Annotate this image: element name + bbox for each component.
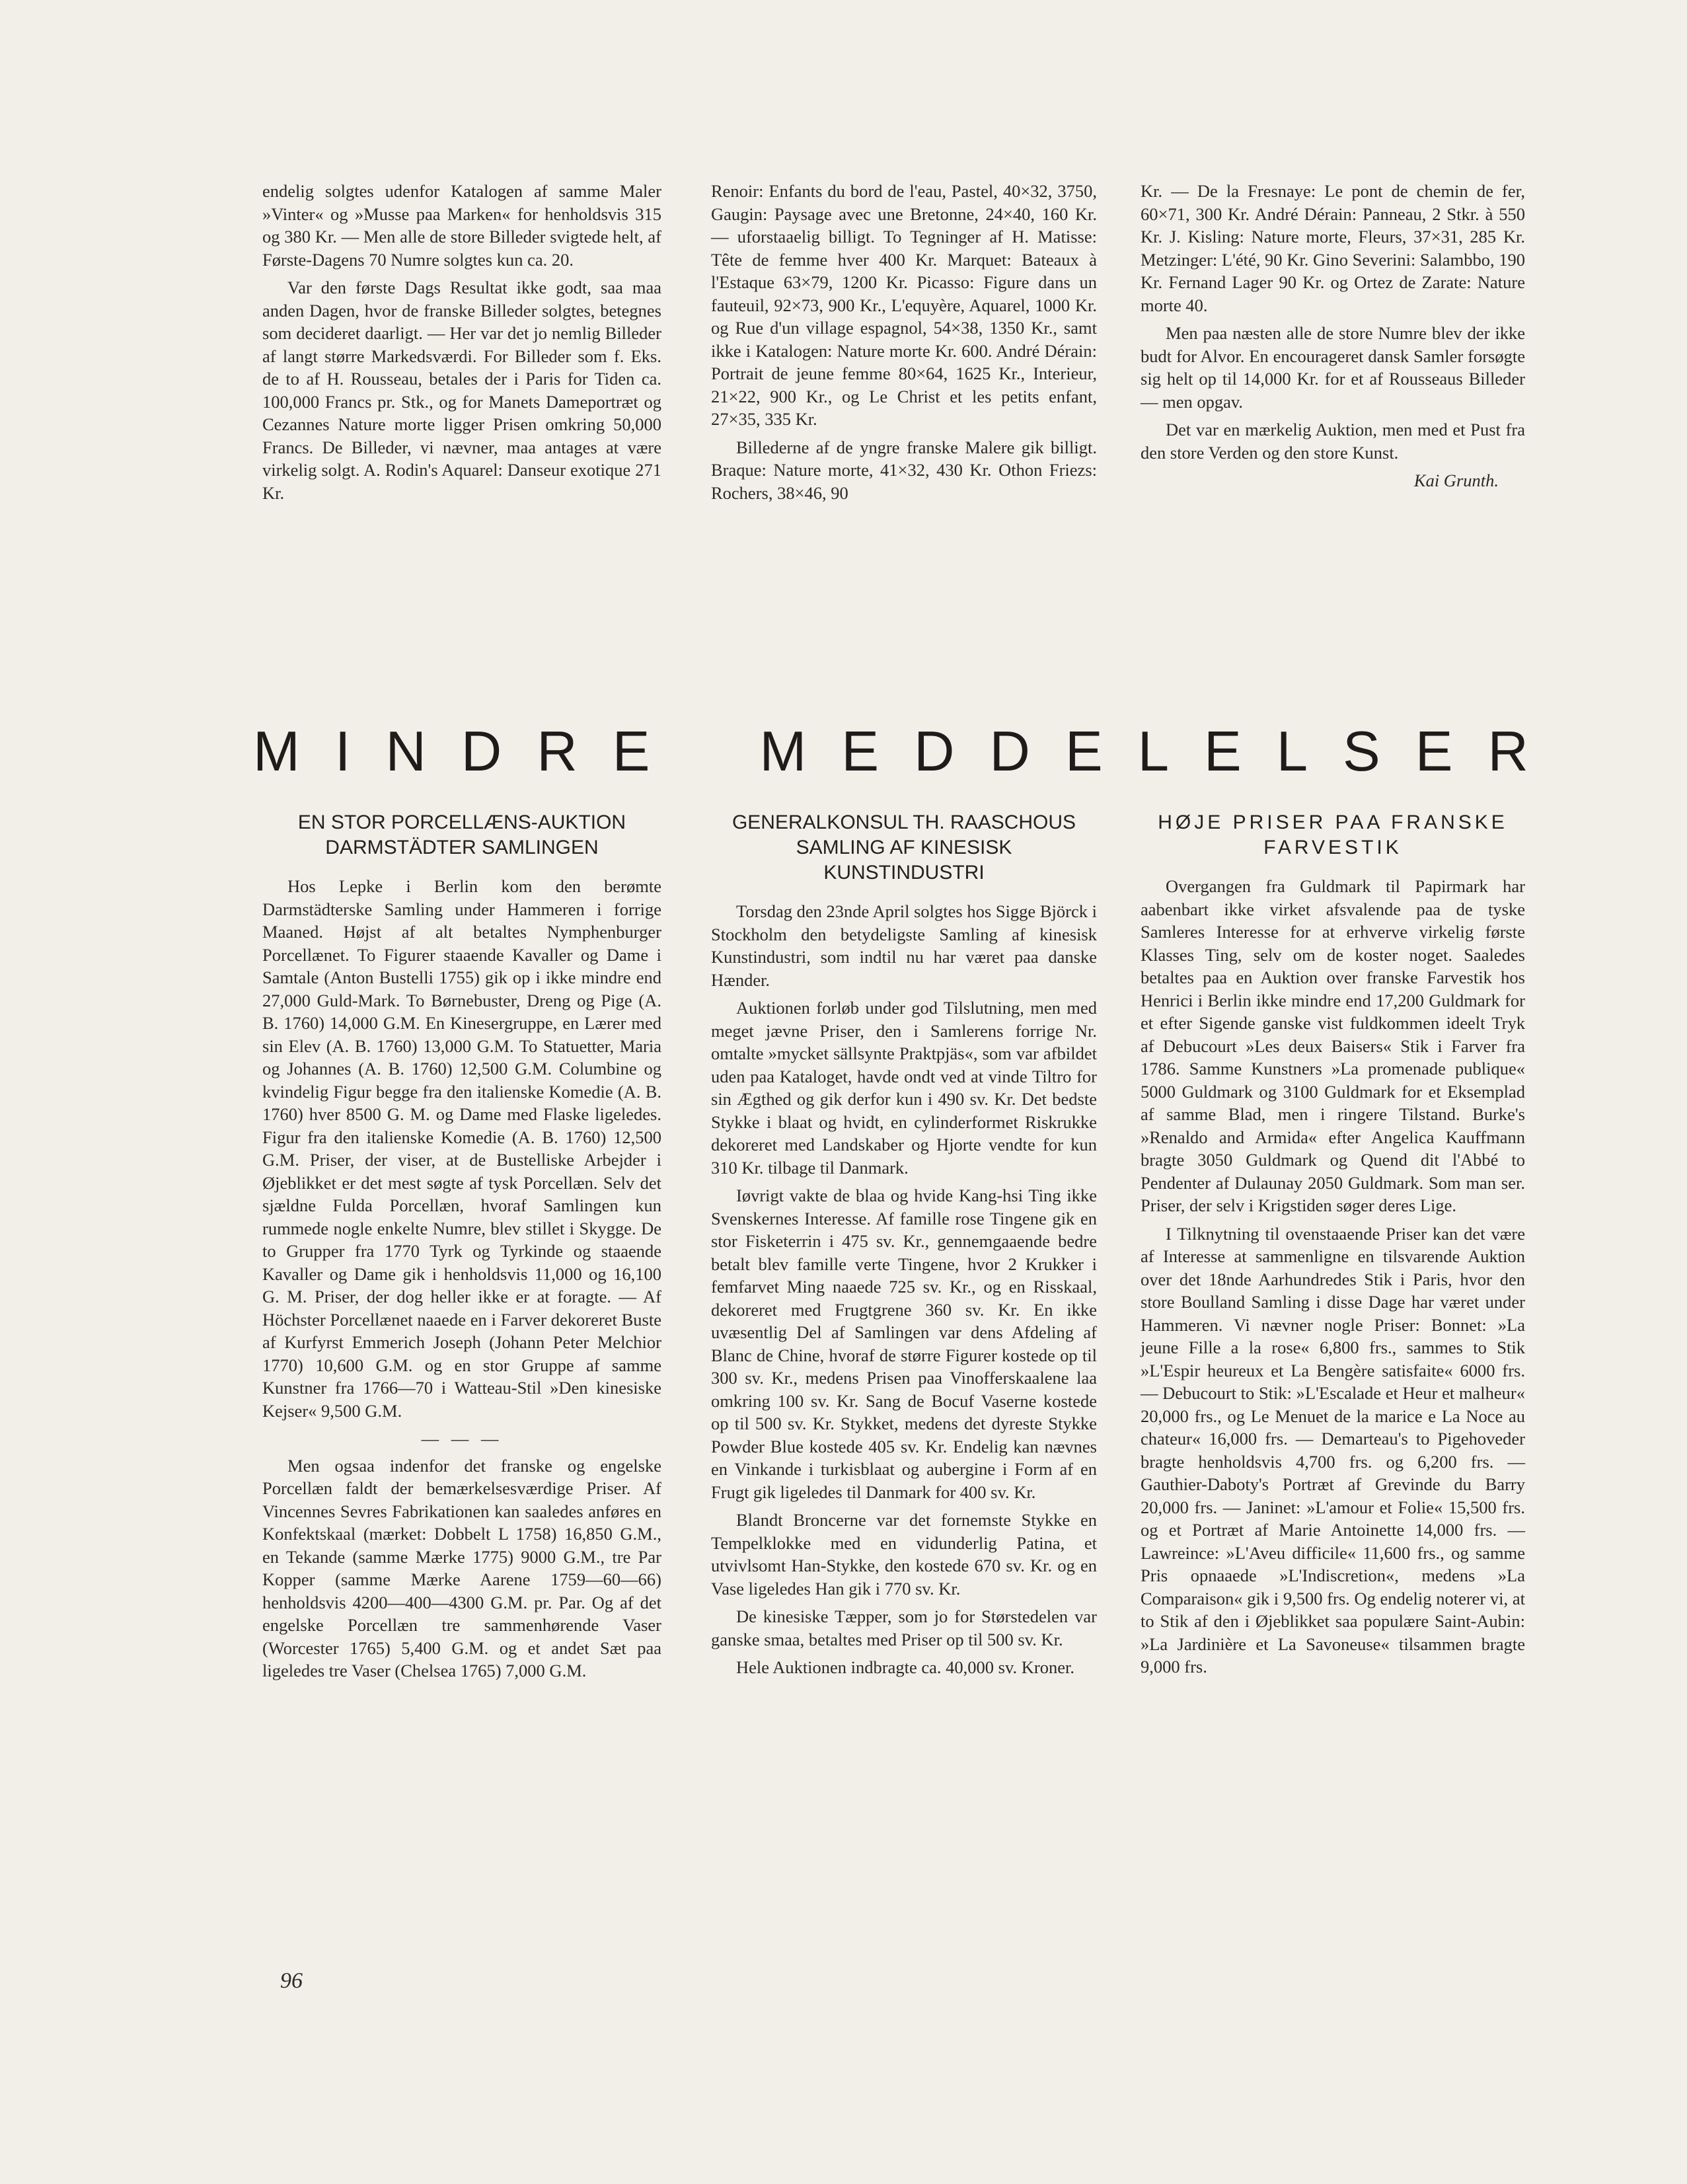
heading-letter: S [1343,720,1380,783]
paragraph: Var den første Dags Resultat ikke godt, saa maa anden Dagen, hvor de franske Billeder solgtes, betegnes som decideret daarligt. — Her var det jo nemlig Billeder af langt større Markedsværdi. For Billeder som f. Eks. de to af H. Rousseau, betales der i Paris for Tiden ca. 100,000 Francs pr. Stk., og for Manets Dameportræt og Cezannes Nature morte ligger Prisen omkring 50,000 Francs. De Billeder, vi nævner, maa antages at være virkelig solgt. A. Rodin's Aquarel: Danseur exotique 271 Kr. [262,278,661,503]
paragraph: Men paa næsten alle de store Numre blev der ikke budt for Alvor. En encourageret dansk Samler forsøgte sig helt op til 14,000 Kr. for et af Rousseaus Billeder — men opgav. [1141,323,1525,412]
paragraph: Overgangen fra Guldmark til Papirmark har aabenbart ikke virket afsvalende paa de tyske Samleres Interesse for at erhverve virkelig første Klasses Ting, selv om de koster noget. Saaledes betaltes paa en Auktion over franske Farvestik hos Henrici i Berlin ikke mindre end 17,200 Guldmark for et efter Sigende ganske vist fuldkommen ideelt Tryk af Debucourt »Les deux Baisers« Stik i Farver fra 1786. Samme Kunstners »La promenade publique« 5000 Guldmark og 3100 Guldmark for et Eksemplad af samme Blad, men i ringere Tilstand. Burke's »Renaldo and Armida« efter Angelica Kauffmann bragte 3050 Guldmark og Quend dit l'Abbé to Pendenter af Dulaunay 2050 Guldmark. Som man ser. Priser, der selv i Krigstiden søger deres Lige. [1141,876,1525,1215]
article-title-line: FARVESTIK [1263,837,1402,858]
heading-letter: E [1204,720,1242,783]
paragraph: I Tilknytning til ovenstaaende Priser kan det være af Interesse at sammenligne en tilsvarende Auktion over det 18nde Aarhundredes Stik i Paris, hvor den store Boulland Samling i disse Dage har været under Hammeren. Vi nævner nogle Priser: Bonnet: »La jeune Fille a la rose« 6,800 frs., sammes to Stik »L'Espir heureux et La Bengère satisfaite« 6000 frs. — Debucourt to Stik: »L'Escalade et Heur et malheur« 20,000 frs., og Le Menuet de la marice e La Noce au chateur« 16,000 frs. — Demarteau's to Pigehoveder bragte henholdsvis 4,700 frs. og 6,200 frs. — Gauthier-Daboty's Portræt af Grevinde du Barry 20,000 frs. — Janinet: »L'amour et Folie« 15,500 frs. og et Portræt af Marie Antoinette 14,000 frs. — Lawreince: »L'Aveu difficile« 11,600 frs., og samme Pris opnaaede »L'Indiscretion«, medens »La Comparaison« gik i 9,500 frs. Og endelig noterer vi, at to Stik af den i Øjeblikket saa populære Saint-Aubin: »La Jardinière et La Savoneuse« tilsammen bragte 9,000 frs. [1141,1223,1525,1676]
paragraph: Blandt Broncerne var det fornemste Stykke en Tempelklokke med en vidunderlig Patina, et utvivlsomt Han-Stykke, den kostede 670 sv. Kr. og en Vase ligeledes Han gik i 770 sv. Kr. [711,1510,1097,1599]
article-title [711,810,1097,885]
heading-letter: R [1487,720,1528,783]
paragraph: Auktionen forløb under god Tilslutning, men med meget jævne Priser, den i Samlerens forrige Nr. omtalte »mycket sällsynte Praktpjäs«, som var afbildet uden paa Kataloget, havde ondt ved at vinde Tiltro for sin Ægthed og gik derfor kun i 490 sv. Kr. Det bedste Stykke i blaat og hvidt, en cylinderformet Riskrukke dekoreret med Landskaber og Hjorte vendte for kun 310 Kr. tilbage til Danmark. [711,998,1097,1178]
article-title-line: SAMLING AF KINESISK [796,837,1012,858]
paragraph: Hos Lepke i Berlin kom den berømte Darmstädterske Samling under Hammeren i forrige Maaned. Højst af alt betaltes Nymphenburger Porcellænet. To Figurer staaende Kavaller og Dame i Samtale (Anton Bustelli 1755) gik op i ikke mindre end 27,000 Guld-Mark. To Børnebuster, Dreng og Pige (A. B. 1760) 14,000 G.M. En Kinesergruppe, en Lærer med sin Elev (A. B. 1760) 13,000 G.M. To Statuetter, Maria og Johannes (A. B. 1760) 12,500 G.M. Columbine og kvindelig Figur begge fra den italienske Komedie (A. B. 1760) hver 8500 G. M. og Dame med Flaske ligeledes. Figur fra den italienske Komedie (A. B. 1760) 12,500 G.M. Priser, der viser, at de Bustelliske Arbejder i Øjeblikket er det mest søgte af tysk Porcellæn. Selv det sjældne Fulda Porcellæn, hvoraf Samlingen kun rummede nogle enkelte Numre, blev stillet i Skygge. De to Grupper fra 1770 Tyrk og Tyrkinde og staaende Kavaller og Dame gik i henholdsvis 11,000 og 16,100 G. M. Priser, der dog heller ikke er at foragte. — Af Höchster Porcellænet naaede en i Farver dekoreret Buste af Kurfyrst Emmerich Joseph (Johann Peter Melchior 1770) 10,600 G.M. og en stor Gruppe af samme Kunstner fra 1766—70 i Watteau-Stil »Den kinesiske Kejser« 9,500 G.M. [262,876,661,1421]
heading-letter: E [612,720,650,783]
paragraph: De kinesiske Tæpper, som jo for Størstedelen var ganske smaa, betaltes med Priser op til 500 sv. Kr. [711,1606,1097,1649]
article-title [1141,810,1525,860]
paragraph: Renoir: Enfants du bord de l'eau, Pastel, 40×32, 3750, Gaugin: Paysage avec une Bretonne, 24×40, 160 Kr. — uforstaaelig billigt. To Tegninger af H. Matisse: Tête de femme hver 400 Kr. Marquet: Bateaux à l'Estaque 63×79, 1200 Kr. Picasso: Figure dans un fauteuil, 92×73, 900 Kr., L'equyère, Aquarel, 1000 Kr. og Rue d'un village espagnol, 54×38, 1350 Kr., samt ikke i Katalogen: Nature morte Kr. 600. André Dérain: Portrait de jeune femme 80×64, 1625 Kr., Interieur, 21×22, 900 Kr., og Le Christ et les petits enfant, 27×35, 335 Kr. [711,181,1097,429]
heading-letter: D [914,720,955,783]
section-separator: — — — [421,1429,503,1449]
paragraph: Billederne af de yngre franske Malere gik billigt. Braque: Nature morte, 41×32, 430 Kr. Othon Friezs: Rochers, 38×46, 90 [711,437,1097,503]
heading-letter: E [841,720,880,783]
heading-letter: L [1137,720,1169,783]
heading-letter: E [1065,720,1103,783]
paragraph: Men ogsaa indenfor det franske og engelske Porcellæn faldt der bemærkelsesværdige Priser. Af Vincennes Sevres Fabrikationen kan saaledes anføres en Konfektskaal (mærket: Dobbelt L 1758) 16,850 G.M., en Tekande (samme Mærke 1775) 9000 G.M., tre Par Kopper (samme Mærke Aarene 1759—60—66) henholdsvis 4200—400—4300 G.M. pr. Par. Og af det engelske Porcellæn tre sammenhørende Vaser (Worcester 1765) 5,400 G.M. og et andet Sæt paa ligeledes tre Vaser (Chelsea 1765) 7,000 G.M. [262,1455,661,1680]
heading-letter: I [334,720,351,783]
paragraph: endelig solgtes udenfor Katalogen af samme Maler »Vinter« og »Musse paa Marken« for henholdsvis 315 og 380 Kr. — Men alle de store Billeder svigtede helt, af Første-Dagens 70 Numre solgtes kun ca. 20. [262,181,661,270]
heading-letter: D [461,720,502,783]
article-title-line: GENERALKONSUL TH. RAASCHOUS [731,811,1076,833]
continuation-column-1 [262,180,661,509]
article-chinese-art-collection [711,810,1097,1684]
heading-letter: L [1276,720,1308,783]
heading-letter: D [989,720,1030,783]
continuation-column-3 [1141,180,1525,492]
section-heading [253,719,1528,785]
article-porcelain-auction [262,810,661,1688]
paragraph: Iøvrigt vakte de blaa og hvide Kang-hsi Ting ikke Svenskernes Interesse. Af famille rose Tingene gik en stor Fisketerrin i 475 sv. Kr., gennemgaaende bedre betalt blev famille verte Tingene, hvor 2 Krukker i femfarvet Ming naaede 725 sv. Kr., og en Risskaal, dekoreret med Frugtgrene 360 sv. Kr. En ikke uvæsentlig Del af Samlingen var dens Afdeling af Blanc de Chine, hvoraf de større Figurer kostede op til 300 sv. Kr., medens Prisen paa Vinofferskaalene laa omkring 100 sv. Kr. Sang de Bocuf Vaserne kostede op til 500 sv. Kr. Stykket, medens det dyreste Stykke Powder Blue kostede 405 sv. Kr. Endelig kan nævnes en Vinkande i turkisblaat og aubergine i Form af en Frugt gik ligeledes til Danmark for 400 sv. Kr. [711,1186,1097,1502]
article-title-line: EN STOR PORCELLÆNS-AUKTION [297,811,626,833]
article-title-line: KUNSTINDUSTRI [823,862,985,884]
article-title-line: DARMSTÄDTER SAMLINGEN [325,837,599,858]
article-french-color-prints [1141,810,1525,1684]
heading-letter: M [759,720,807,783]
article-title-line: HØJE PRISER PAA FRANSKE [1158,811,1508,833]
page-number: 96 [280,1969,303,1993]
heading-letter: N [385,720,426,783]
author-signature: Kai Grunth. [1413,471,1499,490]
continuation-column-2 [711,180,1097,509]
paragraph: Hele Auktionen indbragte ca. 40,000 sv. Kroner. [736,1657,1074,1677]
heading-letter: E [1415,720,1453,783]
article-title [262,810,661,860]
heading-letter: M [253,720,300,783]
paragraph: Det var en mærkelig Auktion, men med et Pust fra den store Verden og den store Kunst. [1141,420,1525,463]
heading-word-gap [685,719,725,785]
heading-letter: R [537,720,578,783]
paragraph: Torsdag den 23nde April solgtes hos Sigge Björck i Stockholm den betydeligste Samling af kinesisk Kunstindustri, som indtil nu har været paa danske Hænder. [711,901,1097,990]
paragraph: Kr. — De la Fresnaye: Le pont de chemin de fer, 60×71, 300 Kr. André Dérain: Panneau, 2 Stkr. à 550 Kr. J. Kisling: Nature morte, Fleurs, 37×31, 285 Kr. Metzinger: L'été, 90 Kr. Gino Severini: Salambbo, 190 Kr. Fernand Lager 90 Kr. og Ortez de Zarate: Nature morte 40. [1141,181,1525,315]
